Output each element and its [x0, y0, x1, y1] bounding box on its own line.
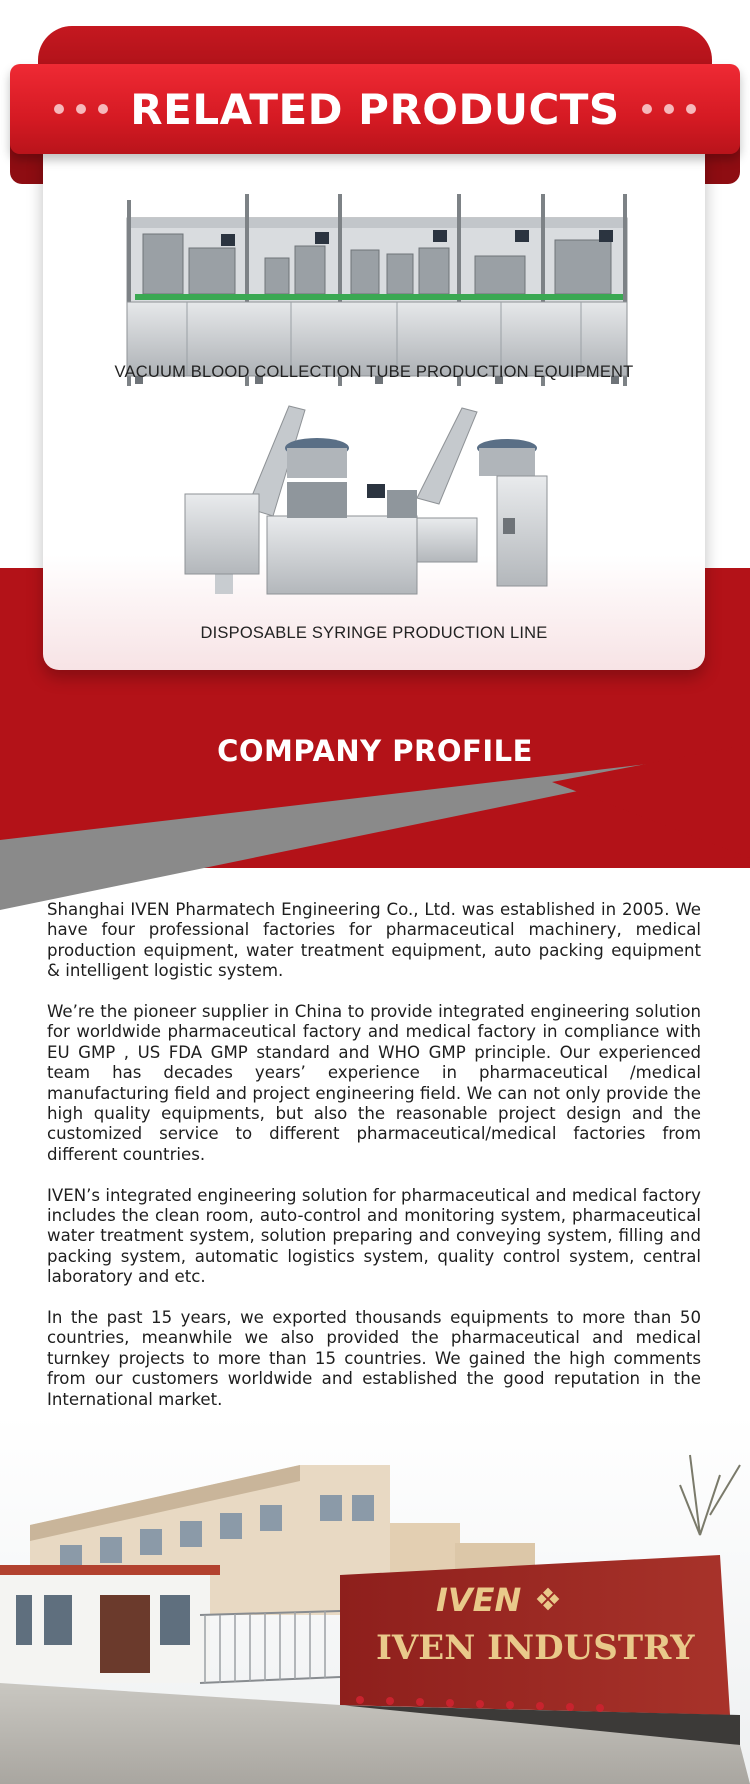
- related-products-title: RELATED PRODUCTS: [130, 84, 620, 134]
- dot: [98, 104, 108, 114]
- dot: [54, 104, 64, 114]
- related-products-banner: [10, 64, 740, 154]
- profile-paragraph: We’re the pioneer supplier in China to provide integrated engineering solution for worldwide pharmaceutical factory and medical factory in compliance with EU GMP , US FDA GMP standard and WHO GMP principle. Our experienced team has decades years’ experience in pharmaceutical /medical manufacturing field and project engineering field. We can not only provide the high quality equipments, but also the reasonable project design and the customized service to different pharmaceutical/medical factories from different countries.: [47, 1002, 701, 1164]
- dot: [642, 104, 652, 114]
- company-profile-text: [47, 900, 701, 1431]
- profile-paragraph: Shanghai IVEN Pharmatech Engineering Co., Ltd. was established in 2005. We have four professional factories for pharmaceutical machinery, medical production equipment, water treatment equipment, auto packing equipment & intelligent logistic system.: [47, 900, 701, 981]
- dot: [76, 104, 86, 114]
- sign-logo-text: IVEN: [436, 1581, 522, 1619]
- product-caption-blood-tube: VACUUM BLOOD COLLECTION TUBE PRODUCTION EQUIPMENT: [114, 363, 634, 381]
- sign-company-text: IVEN INDUSTRY: [376, 1628, 695, 1668]
- profile-paragraph: IVEN’s integrated engineering solution for pharmaceutical and medical factory includes the clean room, auto-control and monitoring system, pharmaceutical water treatment system, solution preparing and conveying system, filling and packing system, automatic logistics system, quality control system, central laboratory and etc.: [47, 1185, 701, 1287]
- dot: [686, 104, 696, 114]
- company-profile-title: COMPANY PROFILE: [217, 734, 533, 768]
- dot: [664, 104, 674, 114]
- syringe-production-line-image: [177, 398, 587, 618]
- banner-dots-right: [642, 104, 696, 114]
- profile-paragraph: In the past 15 years, we exported thousands equipments to more than 50 countries, meanwhile we also provided the pharmaceutical and medical turnkey projects to more than 15 countries. We gained the high comments from our customers worldwide and established the good reputation in the International market.: [47, 1308, 701, 1409]
- banner-dots-left: [54, 104, 108, 114]
- factory-photo: [0, 1415, 750, 1784]
- related-products-card: [43, 148, 705, 670]
- product-caption-syringe: DISPOSABLE SYRINGE PRODUCTION LINE: [200, 624, 548, 642]
